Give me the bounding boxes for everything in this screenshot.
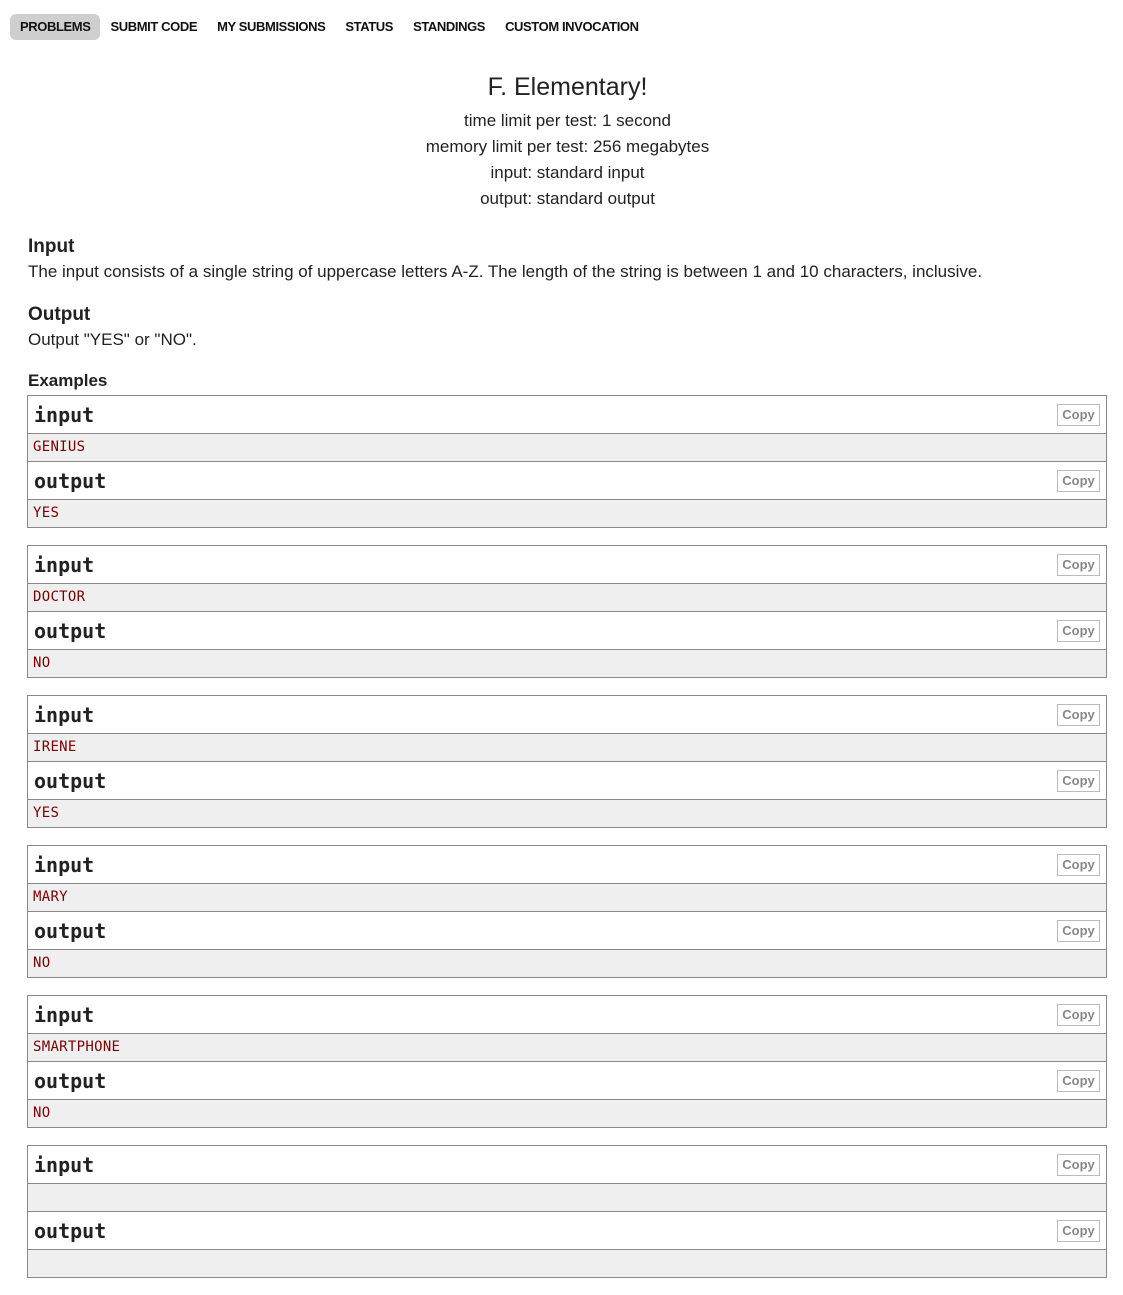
nav-problems[interactable]: PROBLEMS (10, 14, 100, 40)
copy-input-button[interactable]: Copy (1057, 554, 1100, 576)
example-sample (27, 995, 1107, 1128)
example-output-label: output (34, 469, 107, 493)
example-output-header (28, 612, 1106, 649)
example-sample (27, 1145, 1107, 1278)
output-section (28, 303, 1108, 352)
example-output-header (28, 462, 1106, 499)
example-output-body (28, 949, 1106, 977)
top-nav (10, 14, 649, 40)
copy-input-button[interactable]: Copy (1057, 704, 1100, 726)
example-output-body (28, 499, 1106, 527)
example-input-label: input (34, 853, 95, 877)
example-input-body (28, 1033, 1106, 1062)
example-sample (27, 845, 1107, 978)
example-input-label: input (34, 553, 95, 577)
examples-list (27, 395, 1107, 1295)
example-sample (27, 545, 1107, 678)
memory-limit: memory limit per test: 256 megabytes (425, 137, 710, 156)
example-output-header (28, 912, 1106, 949)
input-section-title: Input (28, 236, 75, 257)
copy-input-button[interactable]: Copy (1057, 1154, 1100, 1176)
output-section-text: Output "YES" or "NO". (28, 330, 197, 349)
example-output-header (28, 762, 1106, 799)
example-output-value: YES (33, 805, 60, 821)
example-output-label: output (34, 769, 107, 793)
example-input-value: GENIUS (33, 439, 86, 455)
output-type: output: standard output (480, 189, 655, 208)
example-output-value: YES (33, 505, 60, 521)
copy-output-button[interactable]: Copy (1057, 1070, 1100, 1092)
example-output-body (28, 799, 1106, 827)
copy-output-button[interactable]: Copy (1057, 620, 1100, 642)
time-limit: time limit per test: 1 second (464, 111, 671, 130)
example-input-body (28, 1183, 1106, 1212)
example-output-body (28, 649, 1106, 677)
problem-title: F. Elementary! (487, 73, 648, 101)
input-section-text: The input consists of a single string of uppercase letters A-Z. The length of the string is between 1 and 10 characters, inclusive. (28, 262, 983, 281)
example-output-body (28, 1249, 1106, 1277)
problem-header (0, 70, 1123, 212)
nav-my-submissions[interactable]: MY SUBMISSIONS (217, 19, 326, 34)
example-output-body (28, 1099, 1106, 1127)
example-input-label: input (34, 1003, 95, 1027)
example-input-header (28, 696, 1106, 733)
example-input-header (28, 546, 1106, 583)
example-input-body (28, 433, 1106, 462)
copy-input-button[interactable]: Copy (1057, 854, 1100, 876)
nav-status[interactable]: STATUS (345, 19, 394, 34)
copy-input-button[interactable]: Copy (1057, 1004, 1100, 1026)
nav-submit-code[interactable]: SUBMIT CODE (110, 19, 198, 34)
example-input-value: IRENE (33, 739, 77, 755)
example-output-label: output (34, 1219, 107, 1243)
example-output-value: NO (33, 955, 51, 971)
example-output-value: NO (33, 655, 51, 671)
copy-output-button[interactable]: Copy (1057, 1220, 1100, 1242)
example-output-value: NO (33, 1105, 51, 1121)
example-input-header (28, 1146, 1106, 1183)
example-input-label: input (34, 1153, 95, 1177)
input-type: input: standard input (490, 163, 645, 182)
nav-custom-invocation[interactable]: CUSTOM INVOCATION (505, 19, 639, 34)
copy-output-button[interactable]: Copy (1057, 920, 1100, 942)
example-input-value: SMARTPHONE (33, 1039, 121, 1055)
copy-output-button[interactable]: Copy (1057, 470, 1100, 492)
nav-standings[interactable]: STANDINGS (413, 19, 486, 34)
example-input-value: MARY (33, 889, 68, 905)
example-output-label: output (34, 1069, 107, 1093)
example-output-label: output (34, 919, 107, 943)
example-output-header (28, 1212, 1106, 1249)
example-output-header (28, 1062, 1106, 1099)
copy-output-button[interactable]: Copy (1057, 770, 1100, 792)
copy-input-button[interactable]: Copy (1057, 404, 1100, 426)
example-input-value: DOCTOR (33, 589, 86, 605)
example-output-label: output (34, 619, 107, 643)
example-input-header (28, 396, 1106, 433)
example-sample (27, 395, 1107, 528)
examples-title: Examples (28, 371, 108, 390)
example-input-body (28, 733, 1106, 762)
example-sample (27, 695, 1107, 828)
example-input-label: input (34, 403, 95, 427)
output-section-title: Output (28, 304, 91, 325)
example-input-header (28, 846, 1106, 883)
example-input-body (28, 883, 1106, 912)
example-input-header (28, 996, 1106, 1033)
example-input-label: input (34, 703, 95, 727)
input-section (28, 235, 1108, 284)
example-input-body (28, 583, 1106, 612)
